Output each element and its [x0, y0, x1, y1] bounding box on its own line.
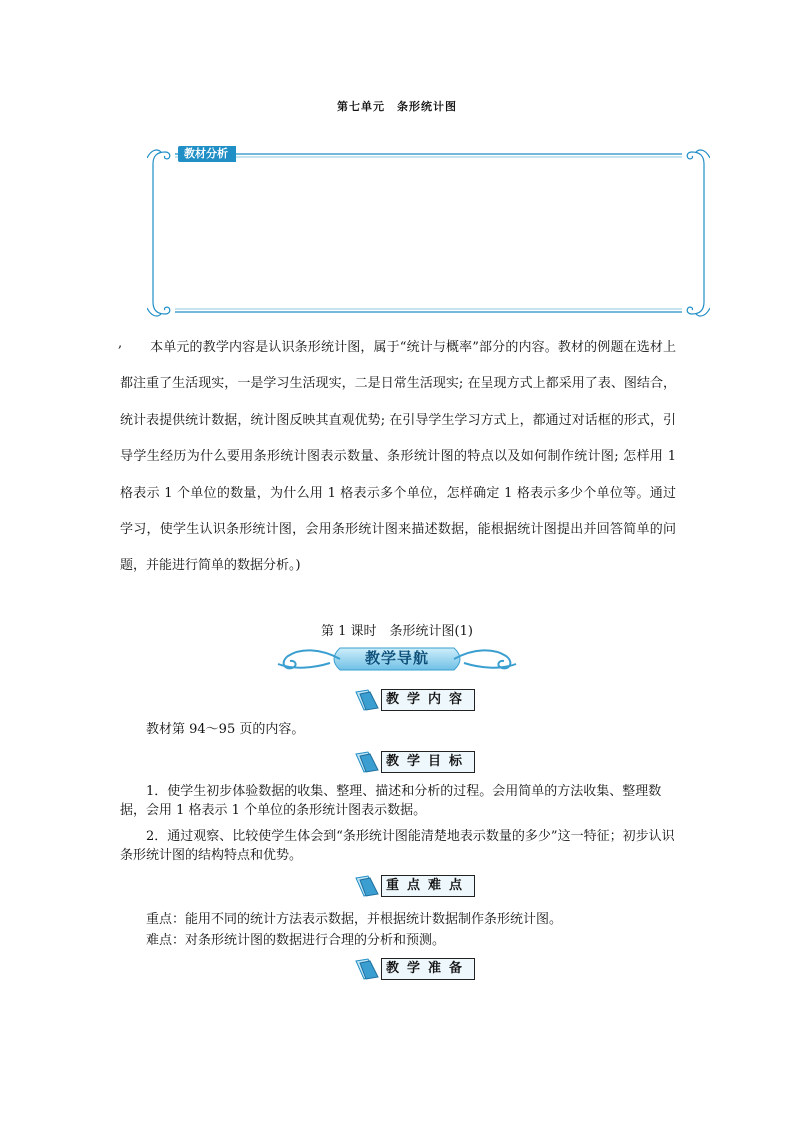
- nav-banner-title: 教学导航: [364, 649, 429, 667]
- unit-title: 第七单元 条形统计图: [337, 100, 457, 113]
- book-icon: [354, 957, 380, 981]
- section-prep-title: 教学准备: [381, 958, 475, 980]
- decorative-frame: [147, 146, 710, 320]
- section-content-title: 教学内容: [381, 689, 475, 711]
- book-icon: [354, 750, 380, 774]
- difficult-point-text: 难点：对条形统计图的数据进行合理的分析和预测。: [146, 933, 446, 948]
- lesson-title: 第 1 课时 条形统计图(1): [321, 624, 473, 639]
- key-point-text: 重点：能用不同的统计方法表示数据，并根据统计数据制作条形统计图。: [146, 912, 563, 927]
- analysis-body: 本单元的教学内容是认识条形统计图，属于“统计与概率”部分的内容。教材的例题在选材上都注重了生活现实，一是学习生活现实，二是日常生活现实; 在呈现方式上都采用了表、图结合，统计表提供统计数据，统计图反映其直观优势; 在引导学生学习方式上，都通过对话框的形式，引导学生经历为什么要用条形统计图表示数量、条形统计图的特点以及如何制作统计图; 怎样用 1 格表示 1 个单位的数量，为什么用 1 格表示多个单位，怎样确定 1 格表示多少个单位等。通过学习，使学生认识条形统计图，会用条形统计图来描述数据，能根据统计图提出并回答简单的问题，并能进行简单的数据分析。): [120, 340, 676, 574]
- analysis-paragraph: [120, 330, 676, 585]
- lead-comma: ,: [118, 336, 123, 351]
- section-key-title: 重点难点: [381, 875, 475, 897]
- book-icon: [354, 874, 380, 898]
- analysis-tag: 教材分析: [178, 146, 236, 162]
- analysis-frame: [147, 146, 710, 320]
- book-icon: [354, 688, 380, 712]
- section-goals-title: 教学目标: [381, 751, 475, 773]
- goal-item-1: 1．使学生初步体验数据的收集、整理、描述和分析的过程。会用简单的方法收集、整理数据，会用 1 格表示 1 个单位的条形统计图表示数据。: [120, 784, 662, 818]
- section-content-text: 教材第 94～95 页的内容。: [146, 722, 305, 737]
- goal-item-2: 2．通过观察、比较使学生体会到“条形统计图能清楚地表示数量的多少”这一特征；初步认识条形统计图的结构特点和优势。: [120, 829, 675, 863]
- nav-banner: [270, 642, 524, 676]
